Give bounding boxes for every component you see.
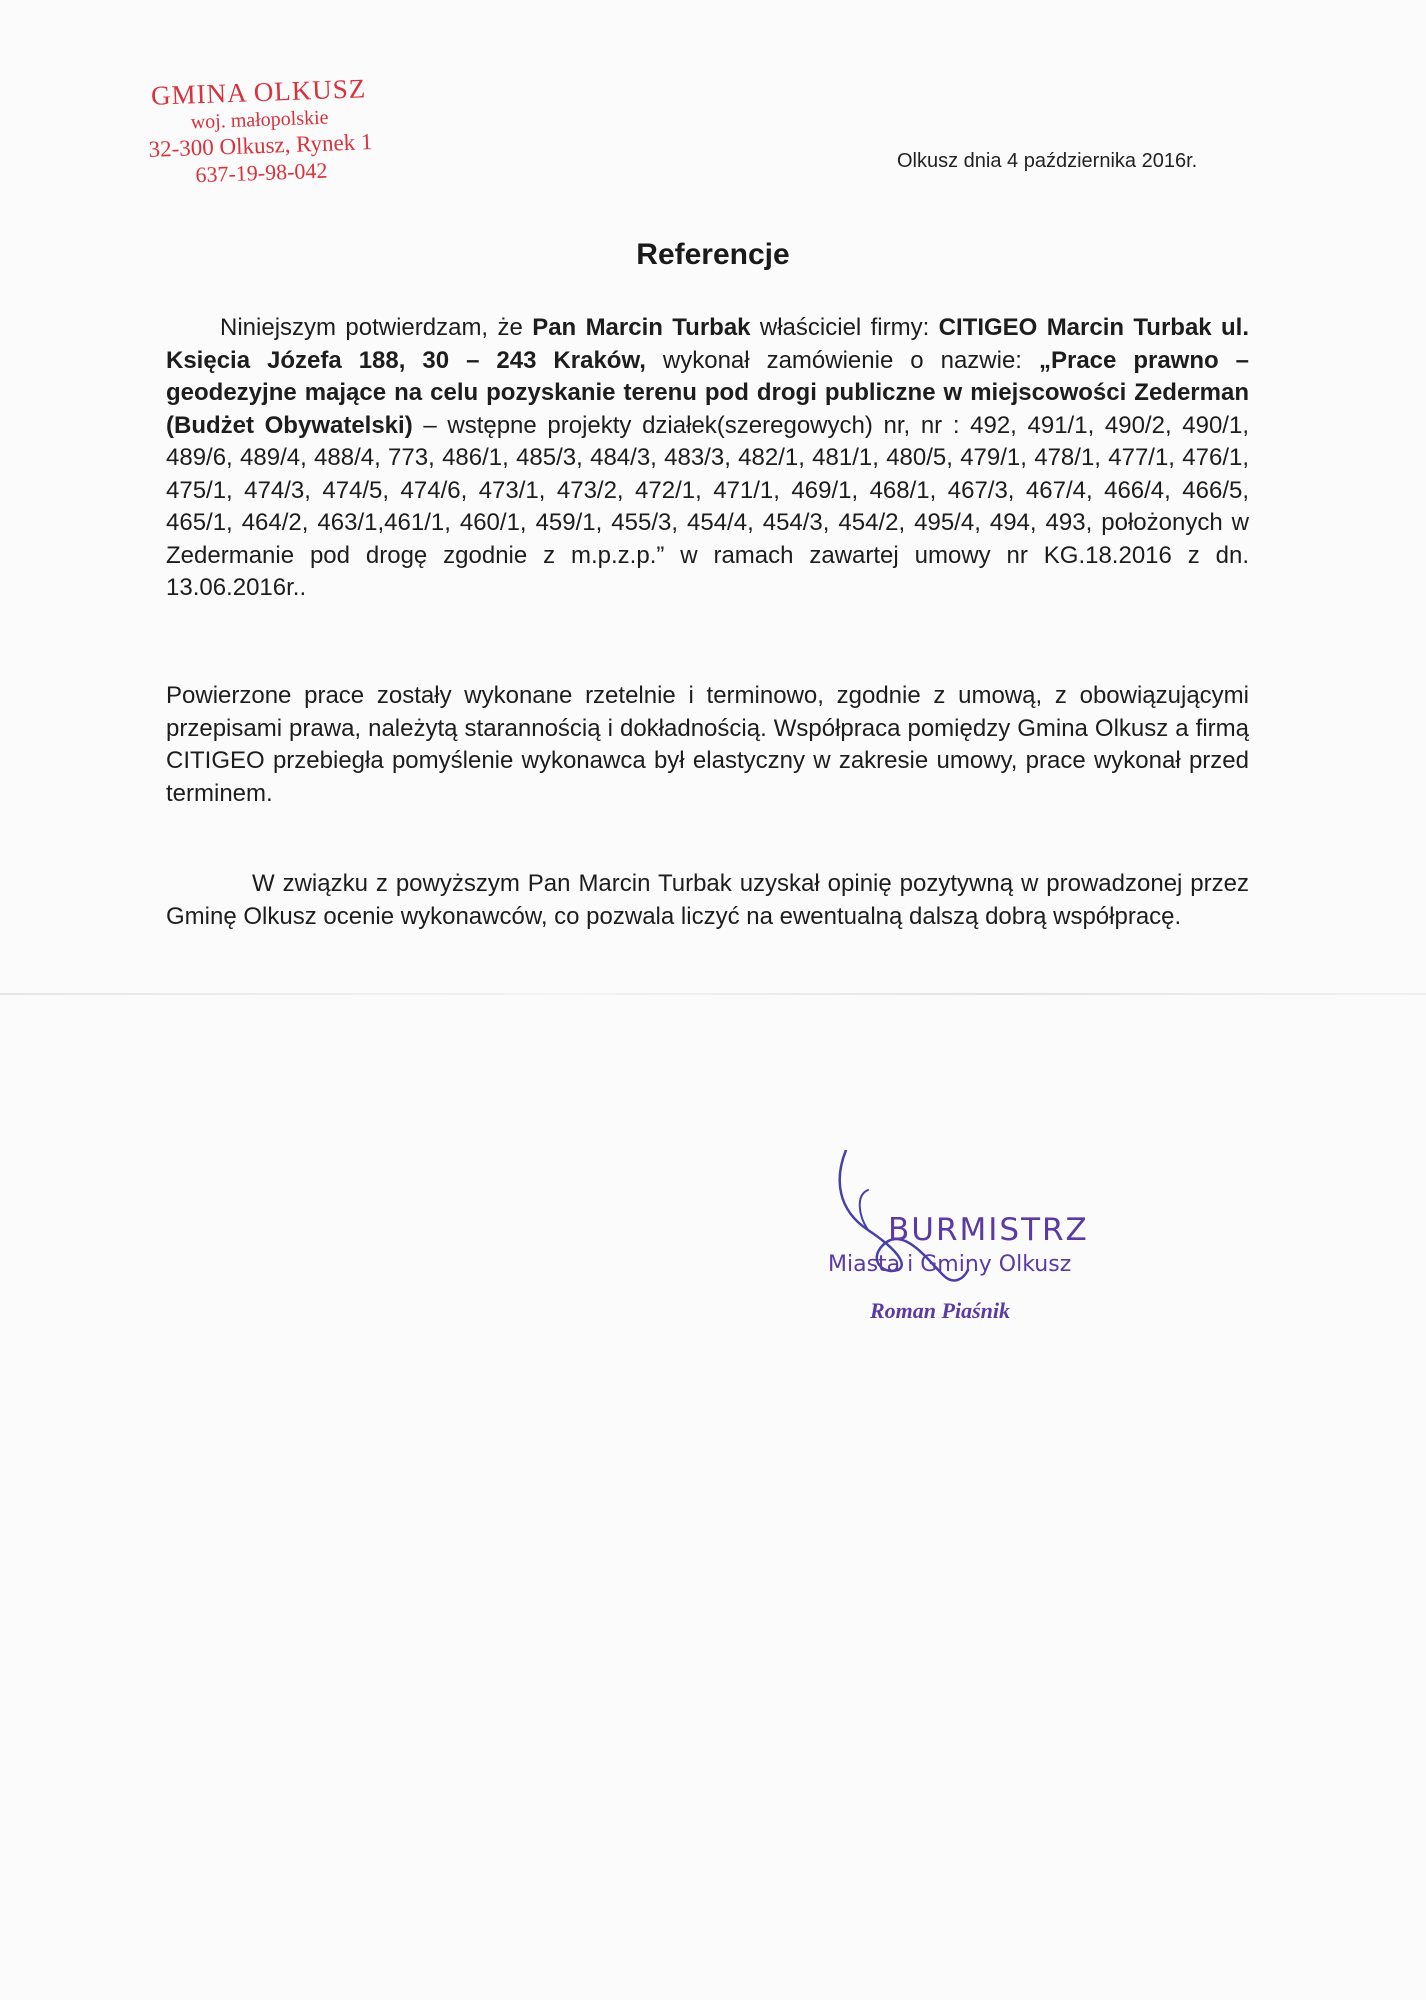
p1-company: CITIGEO Marcin Turbak ul. Księcia Józefa 188, 30 – 243 Kraków, — [166, 314, 1250, 374]
letter-date: Olkusz dnia 4 października 2016r. — [897, 150, 1198, 172]
stamp-line-province: woj. małopolskie — [190, 106, 329, 134]
p1-person: Pan Marcin Turbak — [532, 314, 751, 341]
stamp-line-address: 32-300 Olkusz, Rynek 1 — [148, 129, 373, 162]
p1-order-name: „Prace prawno – geodezyjne mające na celu pozyskanie terenu pod drogi publiczne w miejscowości Zederman (Budżet Obywatelski) — [166, 346, 1250, 439]
paragraph-2: Powierzone prace zostały wykonane rzetelnie i terminowo, zgodnie z umową, z obowiązującymi przepisami prawa, należytą starannością i dokładnością. Współpraca pomiędzy Gmina Olkusz a firmą CITIGEO przebiegła pomyślenie wykonawca był elastyczny w zakresie umowy, prace wykonał przed terminem. — [166, 682, 1249, 807]
paper-fold-line — [0, 993, 1426, 995]
signature-title: BURMISTRZ — [888, 1212, 1089, 1248]
signature-name: Roman Piaśnik — [870, 1298, 1010, 1323]
p3-text: W związku z powyższym Pan Marcin Turbak uzyskał opinię pozytywną w prowadzonej przez Gminę Olkusz ocenie wykonawców, co pozwala liczyć na ewentualną dalszą dobrą współpracę. — [166, 870, 1249, 930]
stamp-line-name: GMINA OLKUSZ — [150, 73, 367, 111]
municipality-stamp — [108, 71, 412, 191]
paragraph-1 — [166, 312, 1249, 605]
signature-subtitle: Miasta i Gminy Olkusz — [828, 1252, 1072, 1277]
letter-title: Referencje — [636, 238, 790, 271]
stamp-line-tax-id: 637-19-98-042 — [195, 157, 328, 188]
signature-stamp — [828, 1150, 1128, 1350]
p1-order-intro: wykonał zamówienie o nazwie: — [645, 346, 1039, 374]
p1-order-rest: – wstępne projekty działek(szeregowych) nr, nr : 492, 491/1, 490/2, 490/1, 489/6, 489/4, 488/4, 773, 486/1, 485/3, 484/3, 483/3, 482/1, 481/1, 480/5, 479/1, 478/1, 477/1, 476/1, 475/1, 474/3, 474/5, 474/6, 473/1, 473/2, 472/1, 471/1, 469/1, 468/1, 467/3, 467/4, 466/4, 466/5, 465/1, 464/2, 463/1,461/1, 460/1, 459/1, 455/3, 454/4, 454/3, 454/2, 495/4, 494, 493, położonych w Zedermanie pod drogę zgodnie z m.p.z.p.” w ramach zawartej umowy nr KG.18.2016 z dn. 13.06.2016r.. — [166, 411, 1249, 601]
p1-after-person: właściciel firmy: — [750, 314, 930, 341]
p1-intro: Niniejszym potwierdzam, że — [220, 314, 533, 341]
paragraph-3 — [166, 868, 1249, 933]
